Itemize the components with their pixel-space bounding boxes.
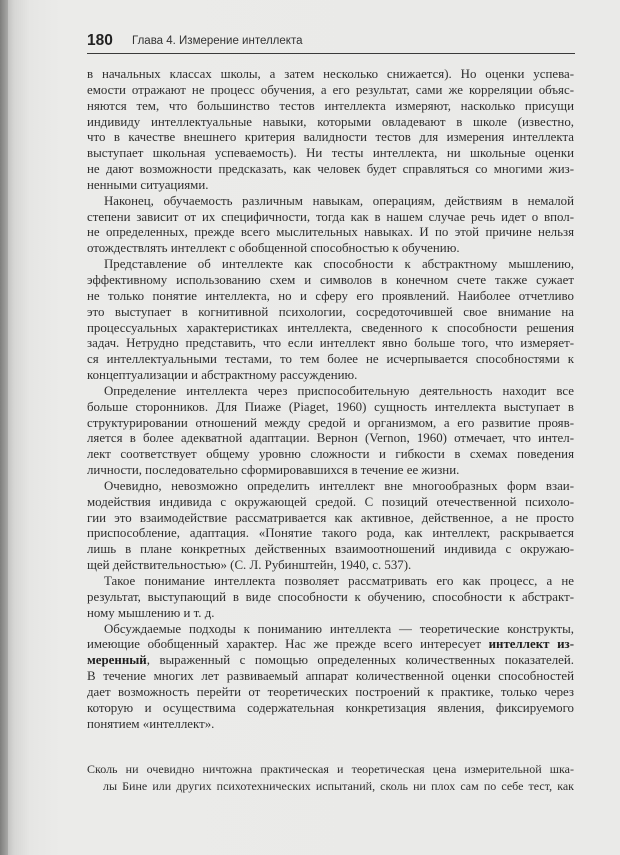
- bold-term: интеллект из-: [488, 637, 574, 652]
- text-segment: , выраженный с помощью определенных количественных показателей.: [146, 653, 574, 668]
- text-line: ненными ситуациями.: [87, 177, 209, 192]
- paragraph: [87, 479, 574, 574]
- bold-term: меренный: [87, 653, 147, 668]
- text-line: лект соответствует общему уровню сложности и гибкости в схемах поведения: [87, 447, 574, 462]
- text-line: это выступает в когнитивной психологии, сосредоточившей свое внимание на: [87, 304, 574, 319]
- text-line: понятием «интеллект».: [87, 716, 215, 731]
- text-line: процессуальных характеристиках интеллекта, сведенного к способности решения: [87, 320, 574, 335]
- text-line: задач. Нетрудно представить, что если интеллект явно больше того, что измеряет-: [87, 336, 574, 351]
- text-line: Очевидно, невозможно определить интеллект вне многообразных форм взаи-: [104, 478, 574, 493]
- text-line: эффективному использованию схем и символов в конечном счете также сужает: [87, 272, 574, 287]
- text-line: индивиду интеллектуальные навыки, которыми овладевают в школе (известно,: [87, 114, 574, 129]
- book-spine-shadow: [0, 0, 8, 855]
- text-line: модействия индивида с окружающей средой. С позиций отечественной психоло-: [87, 494, 574, 509]
- text-line: щей действительностью» (С. Л. Рубинштейн, 1940, с. 537).: [87, 558, 412, 573]
- text-line: [87, 653, 574, 669]
- text-line: гии это взаимодействие рассматривается как активное, действенное, а не просто: [87, 510, 574, 525]
- text-line: которую и осуществима содержательная конкретизация явления, фиксируемого: [87, 700, 574, 715]
- text-line: результат, выступающий в виде способности к обучению, способности к абстракт-: [87, 589, 574, 604]
- text-line: не определенных, прежде всего мыслительных навыках. И по этой причине нельзя: [87, 225, 574, 240]
- text-line: лишь в плане конкретных действенных взаимоотношений индивида с окружаю-: [87, 542, 574, 557]
- text-line: Обсуждаемые подходы к пониманию интеллекта — теоретические конструкты,: [104, 621, 574, 636]
- running-header: [87, 31, 575, 54]
- text-line: ному мышлению и т. д.: [87, 605, 215, 620]
- quote-line: Сколь ни очевидно ничтожна практическая и теоретическая цена измерительной шка-: [87, 762, 574, 776]
- paragraph: [87, 67, 574, 194]
- text-line: больше сторонников. Для Пиаже (Piaget, 1960) сущность интеллекта выступает в: [87, 399, 574, 414]
- text-line: Представление об интеллекте как способности к абстрактному мышлению,: [104, 257, 574, 272]
- text-line: что в качестве внешнего критерия валидности тестов для измерения интеллекта: [87, 130, 574, 145]
- paragraph: [87, 384, 574, 479]
- text-line: структурировании отношений между средой и организмом, а его развитие прояв-: [87, 415, 574, 430]
- text-line: ляется в более адекватной адаптации. Вернон (Vernon, 1960) отмечает, что интел-: [87, 431, 574, 446]
- page-number: 180: [87, 32, 113, 49]
- text-line: В течение многих лет развиваемый аппарат количественной оценки способностей: [87, 669, 574, 684]
- chapter-title: Глава 4. Измерение интеллекта: [132, 35, 303, 47]
- text-line: Такое понимание интеллекта позволяет рассматривать его как процесс, а не: [104, 574, 574, 588]
- text-line: личности, последовательно сформировавшихся в течение ее жизни.: [87, 463, 460, 478]
- paragraph: [87, 622, 574, 733]
- text-line: степени зависит от их специфичности, тогда как в нашем случае речь идет о впол-: [87, 209, 574, 224]
- text-segment: имеющие обобщенный характер. Нас же прежде всего интересует: [87, 637, 489, 652]
- quote-line: лы Бине или других психотехнических испытаний, сколь ни плох сам по себе тест, как: [103, 779, 574, 793]
- paragraph: [87, 574, 574, 622]
- body-text: [87, 67, 574, 732]
- text-line: Определение интеллекта через приспособительную деятельность находит все: [104, 383, 574, 398]
- text-line: няются тем, что большинство тестов интеллекта измеряют, насколько присущи: [87, 98, 574, 113]
- text-line: [87, 637, 574, 653]
- text-line: не только понятие интеллекта, но и сферу его проявлений. Наиболее отчетливо: [87, 288, 574, 303]
- text-line: концептуализации и абстрактному рассуждению.: [87, 368, 358, 383]
- paragraph: [87, 194, 574, 257]
- text-line: приспособление, адаптация. «Понятие такого рода, как интеллект, раскрывается: [87, 526, 574, 541]
- paragraph: [87, 257, 574, 384]
- epigraph-quote: [87, 761, 574, 795]
- text-line: емости отражают не процесс обучения, а его результат, сами же корреляции объяс-: [87, 82, 574, 97]
- text-line: дает возможность перейти от теоретических построений к практике, только через: [87, 684, 574, 699]
- text-line: в начальных классах школы, а затем несколько снижается). Но оценки успева-: [87, 67, 574, 81]
- text-line: выступает школьная успеваемость). Ни тесты интеллекта, ни школьные оценки: [87, 146, 574, 161]
- text-line: не дают возможности предсказать, как человек будет справляться со многими жиз-: [87, 162, 574, 177]
- text-line: Наконец, обучаемость различным навыкам, операциям, действиям в немалой: [104, 193, 574, 208]
- text-line: отождествлять интеллект с обобщенной способностью к обучению.: [87, 241, 460, 256]
- text-line: ся интеллектуальными тестами, то тем более не исчерпывается способностями к: [87, 352, 574, 367]
